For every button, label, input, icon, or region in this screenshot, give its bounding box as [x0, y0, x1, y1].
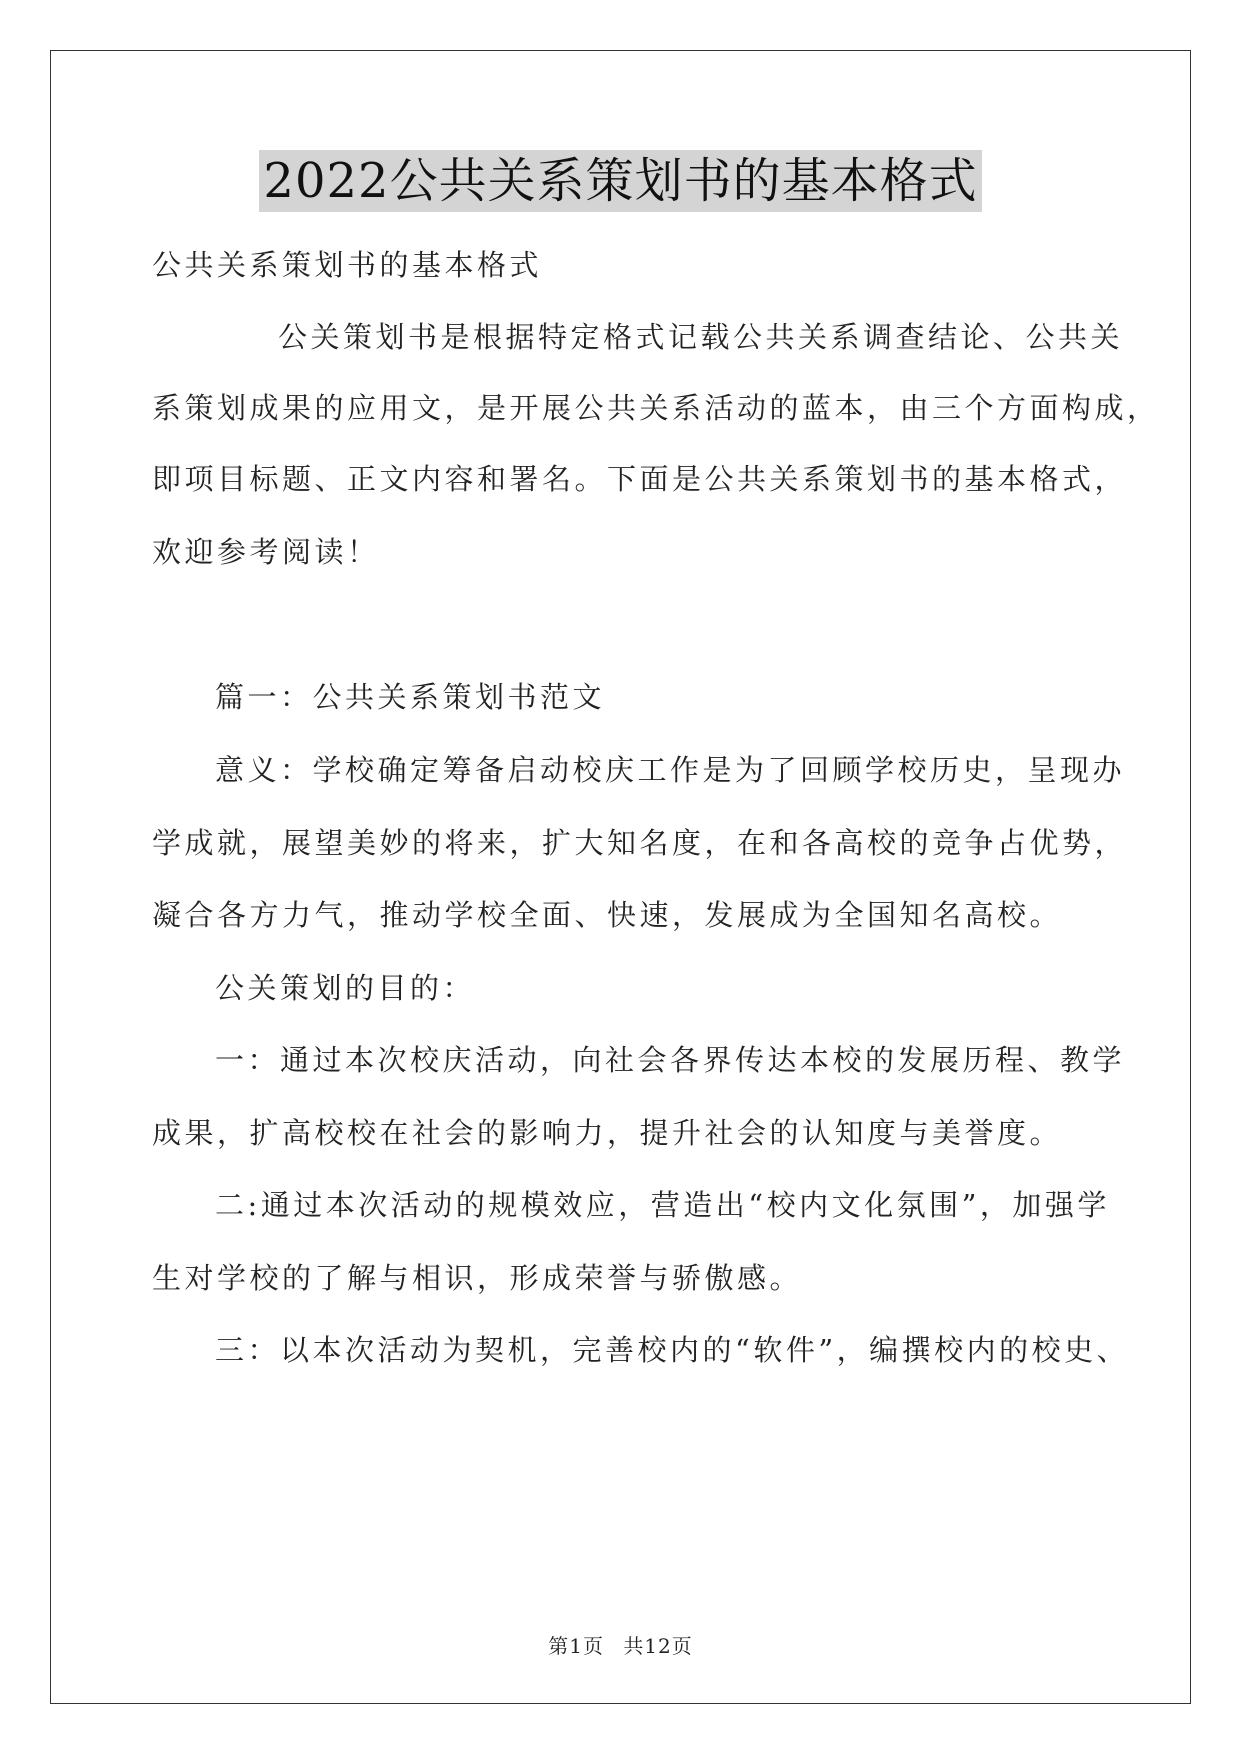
title-container	[0, 150, 1241, 212]
paragraph-line: 凝合各方力气，推动学校全面、快速，发展成为全国知名高校。	[152, 898, 1063, 932]
total-pages: 共12页	[623, 1634, 693, 1658]
page-border	[50, 50, 1191, 1704]
paragraph-line: 公关策划的目的：	[215, 971, 476, 1005]
page-footer	[0, 1630, 1241, 1659]
paragraph-line: 生对学校的了解与相识，形成荣誉与骄傲感。	[152, 1261, 803, 1295]
page-number: 第1页	[548, 1634, 604, 1658]
chapter-heading: 篇一：公共关系策划书范文	[215, 680, 606, 714]
section-heading: 公共关系策划书的基本格式	[152, 248, 543, 282]
paragraph-line: 成果，扩高校校在社会的影响力，提升社会的认知度与美誉度。	[152, 1116, 1063, 1150]
paragraph-line: 学成就，展望美妙的将来，扩大知名度，在和各高校的竞争占优势，	[152, 826, 1128, 860]
document-title: 2022公共关系策划书的基本格式	[259, 150, 981, 212]
paragraph-line: 即项目标题、正文内容和署名。下面是公共关系策划书的基本格式，	[152, 462, 1128, 496]
paragraph-line: 公关策划书是根据特定格式记载公共关系调查结论、公共关	[278, 320, 1124, 354]
paragraph-line: 二:通过本次活动的规模效应，营造出“校内文化氛围”，加强学	[215, 1188, 1110, 1222]
paragraph-line: 三：以本次活动为契机，完善校内的“软件”，编撰校内的校史、	[215, 1333, 1130, 1367]
paragraph-line: 欢迎参考阅读！	[152, 535, 380, 569]
paragraph-line: 一：通过本次校庆活动，向社会各界传达本校的发展历程、教学	[215, 1043, 1126, 1077]
paragraph-line: 意义：学校确定筹备启动校庆工作是为了回顾学校历史，呈现办	[215, 753, 1126, 787]
paragraph-line: 系策划成果的应用文，是开展公共关系活动的蓝本，由三个方面构成，	[152, 391, 1160, 425]
